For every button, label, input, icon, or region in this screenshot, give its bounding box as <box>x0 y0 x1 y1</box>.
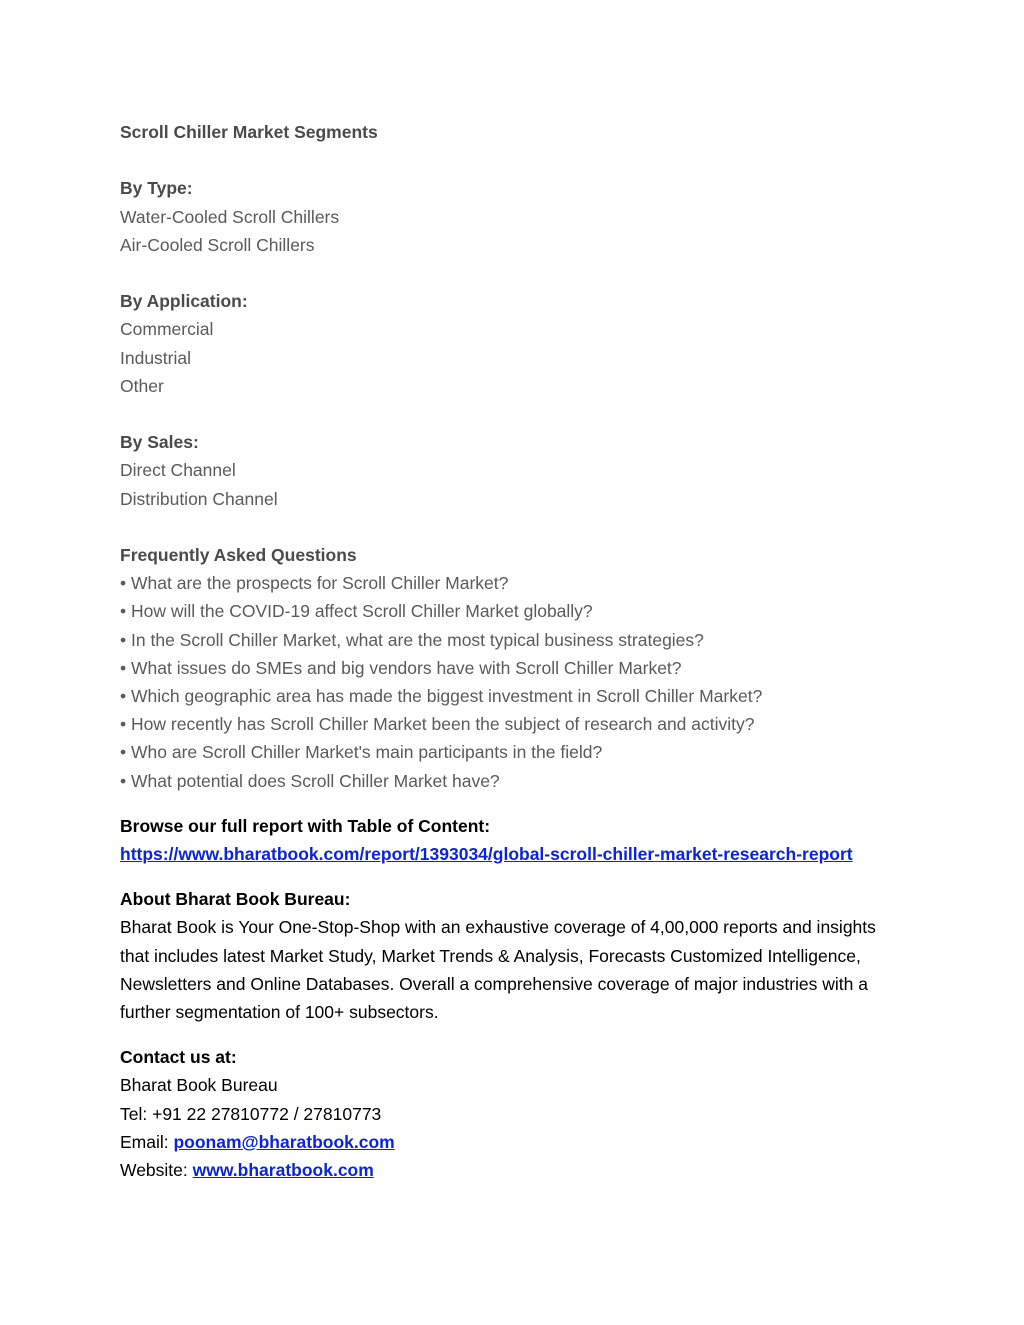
report-link[interactable]: https://www.bharatbook.com/report/1393034/global-scroll-chiller-market-research-report <box>120 844 853 865</box>
by-type-heading: By Type: <box>120 178 193 199</box>
website-label: Website: <box>120 1160 193 1181</box>
document-page <box>120 118 920 1184</box>
by-application-heading: By Application: <box>120 291 248 312</box>
bullet-icon: • <box>120 714 127 735</box>
faq-item: • What potential does Scroll Chiller Market have? <box>120 770 500 791</box>
segments-title: Scroll Chiller Market Segments <box>120 122 378 142</box>
about-heading: About Bharat Book Bureau: <box>120 889 351 910</box>
faq-heading: Frequently Asked Questions <box>120 544 357 565</box>
by-sales-heading: By Sales: <box>120 432 199 453</box>
sales-item: Distribution Channel <box>120 488 278 509</box>
faq-item: • What issues do SMEs and big vendors have with Scroll Chiller Market? <box>120 657 682 678</box>
website-link[interactable]: www.bharatbook.com <box>192 1160 374 1181</box>
type-item: Air-Cooled Scroll Chillers <box>120 234 315 255</box>
application-item: Industrial <box>120 347 192 368</box>
faq-item: • In the Scroll Chiller Market, what are the most typical business strategies? <box>120 629 704 650</box>
bullet-icon: • <box>120 742 127 763</box>
faq-item: • Who are Scroll Chiller Market's main participants in the field? <box>120 742 603 763</box>
faq-item: • How recently has Scroll Chiller Market been the subject of research and activity? <box>120 714 755 735</box>
contact-tel: Tel: +91 22 27810772 / 27810773 <box>120 1103 382 1124</box>
contact-heading: Contact us at: <box>120 1047 237 1068</box>
sales-item: Direct Channel <box>120 460 236 481</box>
type-item: Water-Cooled Scroll Chillers <box>120 206 340 227</box>
email-link[interactable]: poonam@bharatbook.com <box>173 1131 395 1152</box>
application-item: Other <box>120 375 164 396</box>
faq-item: • Which geographic area has made the biggest investment in Scroll Chiller Market? <box>120 686 763 706</box>
bullet-icon: • <box>120 770 127 791</box>
bullet-icon: • <box>120 686 127 706</box>
email-label: Email: <box>120 1131 174 1152</box>
application-item: Commercial <box>120 319 214 340</box>
bullet-icon: • <box>120 657 127 678</box>
contact-company: Bharat Book Bureau <box>120 1075 278 1096</box>
contact-website-row <box>120 1156 920 1184</box>
bullet-icon: • <box>120 601 127 622</box>
bullet-icon: • <box>120 629 127 650</box>
browse-heading: Browse our full report with Table of Content: <box>120 815 491 836</box>
faq-item: • How will the COVID-19 affect Scroll Chiller Market globally? <box>120 601 593 622</box>
contact-email-row <box>120 1128 920 1156</box>
faq-item: • What are the prospects for Scroll Chiller Market? <box>120 573 509 594</box>
about-paragraph: Bharat Book is Your One-Stop-Shop with an exhaustive coverage of 4,00,000 reports and insights that includes latest Market Study, Market Trends & Analysis, Forecasts Customized Intelligence, Newsletters and Online Databases. Overall a comprehensive coverage of major industries with a further segmentation of 100+ subsectors. <box>120 917 876 1023</box>
bullet-icon: • <box>120 573 127 594</box>
